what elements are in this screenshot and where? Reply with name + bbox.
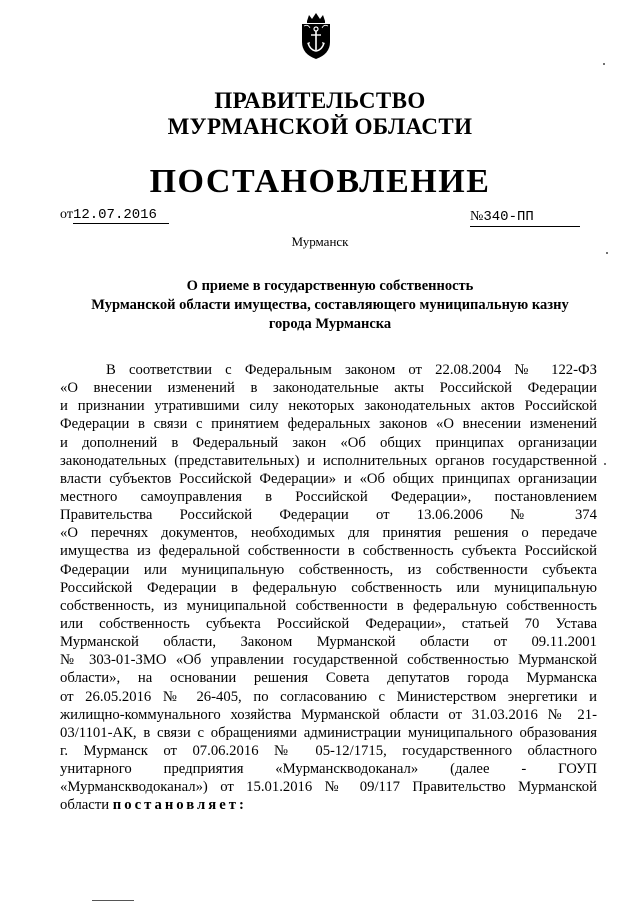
closing-prefix: области — [60, 797, 110, 814]
body-line: от 26.05.2016 № 26-405, по согласованию с Министерством энергетики и — [60, 688, 597, 705]
body-line: и дополнений в Федеральный закон «Об общих принципах организации — [60, 434, 597, 451]
body-line: «О внесении изменений в законодательные акты Российской Федерации — [60, 380, 597, 397]
government-name-line2: МУРМАНСКОЙ ОБЛАСТИ — [167, 114, 473, 139]
body-line: и признании утратившими силу некоторых законодательных актов Российской — [60, 398, 597, 415]
coat-of-arms-emblem — [298, 12, 334, 60]
decree-body — [60, 361, 597, 815]
document-type-heading: ПОСТАНОВЛЕНИЕ — [149, 163, 491, 200]
decree-title — [60, 277, 600, 334]
body-line: местного самоуправления в Российской Федерации», постановлением — [60, 488, 597, 505]
body-line: области», на основании решения Совета депутатов города Мурманска — [60, 670, 597, 687]
scan-speck — [604, 463, 606, 465]
scan-speck — [606, 252, 608, 254]
body-line: имущества из федеральной собственности в собственность субъекта Российской — [60, 543, 597, 560]
number-value: 340-ПП — [483, 209, 534, 225]
body-line: В соответствии с Федеральным законом от 22.08.2004 № 122-ФЗ — [106, 362, 597, 378]
body-closing-line — [60, 796, 597, 814]
decree-number — [470, 208, 580, 227]
title-line: Мурманской области имущества, составляющего муниципальную казну — [91, 297, 569, 313]
footer-mark — [92, 900, 134, 901]
title-line: города Мурманска — [268, 316, 392, 332]
body-line: Федерации в связи с принятием федеральных законов «О внесении изменений — [60, 416, 597, 433]
body-line: № 303-01-ЗМО «Об управлении государственной собственностью Мурманской — [60, 652, 597, 669]
body-line: Российской Федерации в федеральную собственность или муниципальную — [60, 579, 597, 596]
body-line: Мурманской области, Законом Мурманской области от 09.11.2001 — [60, 634, 597, 651]
body-line: законодательных (представительных) и исполнительных органов государственной — [60, 452, 597, 469]
city-name: Мурманск — [291, 234, 349, 249]
date-value: 12.07.2016 — [73, 207, 169, 224]
body-line: Федерации или муниципальную собственность, из собственности субъекта — [60, 561, 597, 578]
number-prefix: № — [470, 209, 484, 224]
body-line: г. Мурманск от 07.06.2016 № 05-12/1715, государственного областного — [60, 742, 597, 759]
decree-operative-word: постановляет: — [112, 797, 247, 814]
body-line: унитарного предприятия «Мурманскводоканал» (далее - ГОУП — [60, 761, 597, 778]
body-line: или собственность субъекта Российской Федерации», статьей 70 Устава — [60, 615, 597, 632]
body-line: власти субъектов Российской Федерации» и «Об общих принципах организации — [60, 470, 597, 487]
anchor-shield-icon — [298, 12, 334, 60]
government-name-line1: ПРАВИТЕЛЬСТВО — [214, 88, 426, 113]
decree-date — [60, 206, 169, 224]
body-line: собственность, из муниципальной собственности в федеральную собственность — [60, 597, 597, 614]
title-line: О приеме в государственную собственность — [186, 278, 474, 294]
body-line: «Мурманскводоканал») от 15.01.2016 № 09/117 Правительство Мурманской — [60, 779, 597, 796]
body-line: Правительства Российской Федерации от 13.06.2006 № 374 — [60, 507, 597, 524]
body-line: «О перечнях документов, необходимых для принятия решения о передаче — [60, 525, 597, 542]
body-line: жилищно-коммунального хозяйства Мурманской области от 31.03.2016 № 21- — [60, 706, 597, 723]
date-prefix: от — [60, 207, 73, 222]
body-line: 03/1101-АК, в связи с обращениями администрации муниципального образования — [60, 724, 597, 741]
scan-speck — [603, 63, 605, 65]
